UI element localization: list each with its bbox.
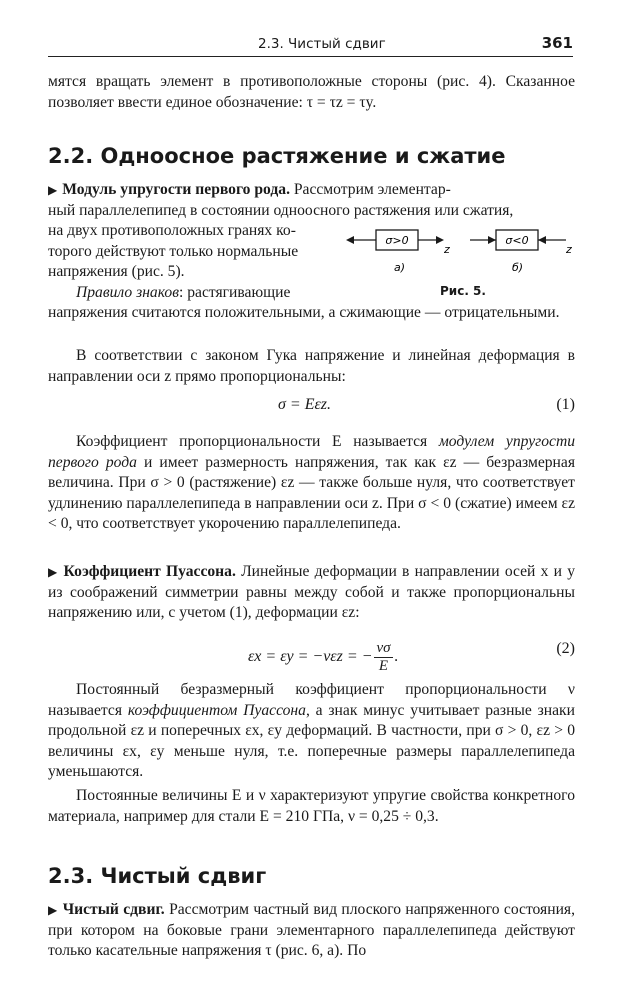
equation-1-number: (1) <box>556 396 575 413</box>
modulus-line5: напряжения (рис. 5). <box>48 263 185 280</box>
poisson-def-term: коэффициентом Пуассона <box>127 701 306 719</box>
running-title: 2.3. Чистый сдвиг <box>258 36 386 52</box>
equation-2-numerator: νσ <box>376 640 391 656</box>
modulus-after-figure: напряжения считаются положительными, а сжимающие — отрицательными. <box>48 304 560 321</box>
running-header <box>48 34 573 57</box>
constants-text: Постоянные величины E и ν характеризуют упругие свойства конкретного материала, например для стали E = 210 ГПа, ν = 0,25 ÷ 0,3. <box>48 787 575 825</box>
fig5-axis-b: z <box>566 243 572 256</box>
equation-2 <box>48 632 575 674</box>
equation-2-denominator: E <box>378 658 389 674</box>
equation-1 <box>48 396 575 422</box>
section-2-3-title: 2.3. Чистый сдвиг <box>48 864 267 888</box>
equation-2-tail: . <box>394 648 399 666</box>
poisson-heading: Коэффициент Пуассона. <box>63 563 236 580</box>
coef-term: модулем упругости первого рода <box>48 433 576 471</box>
poisson-def-text-2: , а знак минус учитывает разные знаки продольной εz и поперечных εx, εy деформаций. В частности, при σ > 0, εz > 0 величины εx, εy меньше нуля, т.е. поперечные размеры параллелепипеда уменьшаются. <box>48 701 575 780</box>
poisson-def-text-1: Постоянный безразмерный коэффициент пропорциональности ν называется <box>48 681 575 719</box>
coefficient-paragraph <box>48 432 575 535</box>
triangle-marker-icon: ▶ <box>48 565 59 579</box>
figure-5-caption: Рис. 5. <box>440 284 486 298</box>
poisson-text: Линейные деформации в направлении осей x и y из соображений симметрии равны между собой и также пропорциональны напряжению или, с учетом (1), деформации εz: <box>48 563 575 621</box>
equation-1-formula: σ = Eεz. <box>278 396 331 413</box>
shear-paragraph <box>48 900 575 962</box>
sign-rule-text: : растягивающие <box>179 283 291 301</box>
equation-2-formula <box>248 640 399 675</box>
constants-paragraph <box>48 786 575 827</box>
modulus-line1: Рассмотрим элементар- <box>293 181 451 198</box>
modulus-heading: Модуль упругости первого рода. <box>62 181 290 198</box>
triangle-marker-icon: ▶ <box>48 903 58 917</box>
fig5-axis-a: z <box>444 243 450 256</box>
fig5-label-b: б) <box>512 261 524 274</box>
fig5-box-a-label: σ>0 <box>385 234 409 247</box>
equation-2-number: (2) <box>556 640 575 657</box>
shear-text: Рассмотрим частный вид плоского напряженного состояния, при котором на боковые грани элементарного параллелепипеда действуют только касательные напряжения τ (рис. 6, а). По <box>48 901 575 959</box>
section-2-2-title: 2.2. Одноосное растяжение и сжатие <box>48 144 506 168</box>
poisson-paragraph <box>48 562 575 624</box>
fig5-label-a: а) <box>394 261 406 274</box>
coef-text-2: и имеет размерность напряжения, так как εz — безразмерная величина. При σ > 0 (растяжение) εz — также больше нуля, что соответствует удлинению параллелепипеда в направлении оси z. При σ < 0 (сжатие) имеем εz < 0, что соответствует укорочению параллелепипеда. <box>48 453 575 532</box>
page-number: 361 <box>541 34 573 52</box>
modulus-line2: ный параллелепипед в состоянии одноосного растяжения или сжатия, <box>48 201 514 219</box>
hooke-paragraph <box>48 346 575 387</box>
hooke-text: В соответствии с законом Гука напряжение и линейная деформация в направлении оси z прямо пропорциональны: <box>48 347 575 385</box>
sign-rule-label: Правило знаков <box>76 283 179 301</box>
equation-2-fraction <box>374 640 392 675</box>
intro-text: мятся вращать элемент в противоположные стороны (рис. 4). Сказанное позволяет ввести единое обозначение: τ = τz = τy. <box>48 73 575 111</box>
modulus-line4: торого действуют только нормальные <box>48 242 299 260</box>
shear-heading: Чистый сдвиг. <box>62 901 165 918</box>
modulus-line3: на двух противоположных гранях ко- <box>48 222 296 239</box>
fig5-box-b-label: σ<0 <box>505 234 529 247</box>
equation-2-lhs: εx = εy = −νεz = − <box>248 648 373 666</box>
poisson-definition-paragraph <box>48 680 575 783</box>
triangle-marker-icon: ▶ <box>48 183 58 197</box>
coef-text-1: Коэффициент пропорциональности E называется <box>76 433 439 450</box>
intro-paragraph <box>48 72 575 113</box>
